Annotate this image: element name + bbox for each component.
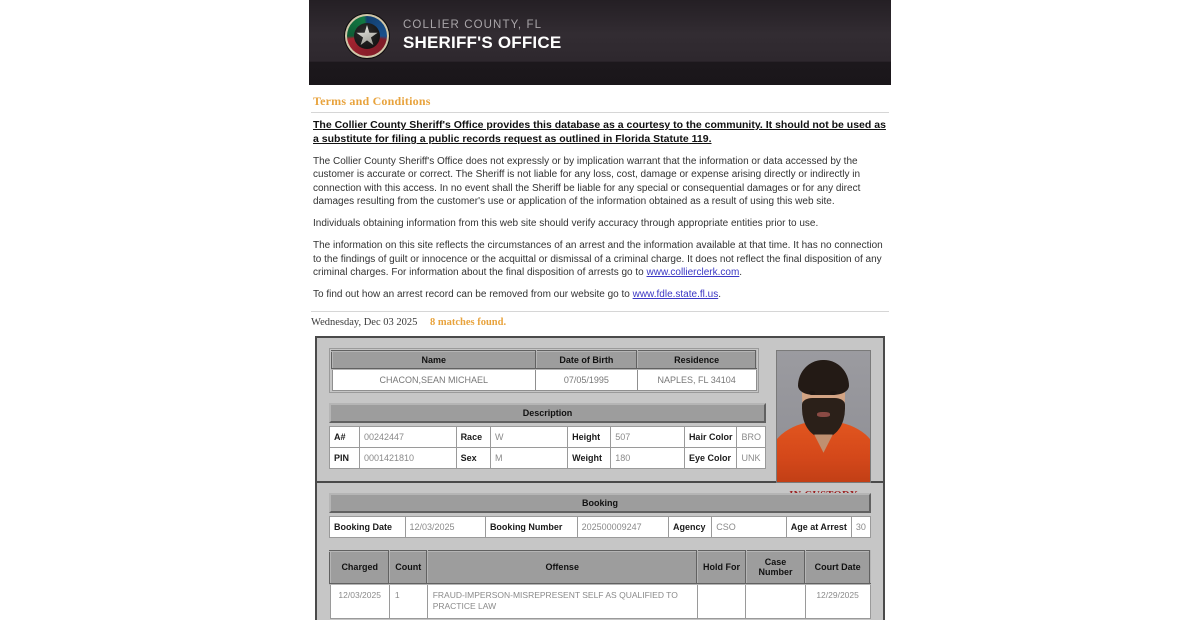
cell-hold-for — [697, 584, 746, 618]
value-eye-color: UNK — [737, 447, 766, 468]
label-booking-date: Booking Date — [330, 516, 406, 537]
booking-title: Booking — [329, 493, 871, 513]
label-agency: Agency — [669, 516, 712, 537]
label-height: Height — [568, 426, 611, 447]
label-booking-number: Booking Number — [485, 516, 577, 537]
column-header-dob: Date of Birth — [536, 351, 638, 369]
column-header-court-date: Court Date — [805, 551, 870, 585]
terms-lead-statement: The Collier County Sheriff's Office provides this database as a courtesy to the community. It should not be used as a substitute for filing a public records request as outlined in Florida Statute 119. — [313, 119, 886, 145]
site-title-block — [403, 19, 561, 52]
mugshot-block — [776, 350, 871, 501]
terms-paragraph-4 — [313, 288, 887, 301]
description-table — [329, 403, 766, 469]
fdle-link[interactable]: www.fdle.state.fl.us — [632, 289, 719, 301]
terms-paragraph-3 — [313, 239, 887, 279]
value-hair-color: BRO — [737, 426, 766, 447]
label-age-at-arrest: Age at Arrest — [786, 516, 851, 537]
value-booking-number: 202500009247 — [577, 516, 668, 537]
terms-paragraph-2: Individuals obtaining information from this web site should verify accuracy through appropriate entities prior to use. — [313, 218, 819, 230]
value-booking-date: 12/03/2025 — [405, 516, 485, 537]
terms-and-conditions-section — [309, 94, 891, 302]
value-name: CHACON,SEAN MICHAEL — [332, 369, 536, 391]
results-summary-bar — [311, 311, 889, 328]
collierclerk-link[interactable]: www.collierclerk.com — [646, 266, 740, 278]
table-header-row — [330, 551, 870, 585]
terms-heading: Terms and Conditions — [313, 94, 431, 108]
divider — [311, 112, 889, 113]
county-label: COLLIER COUNTY, FL — [403, 19, 543, 32]
site-header-banner — [309, 0, 891, 85]
table-row — [330, 516, 871, 537]
terms-paragraph-3-end: . — [739, 266, 743, 278]
value-sex: M — [491, 447, 568, 468]
table-row — [330, 584, 870, 618]
charges-table — [329, 550, 871, 619]
description-title: Description — [329, 403, 766, 423]
terms-paragraph-3-text: The information on this site reflects the circumstances of an arrest and the information available at that time. It has no connection to the findings of guilt or innocence or the acquittal or dismissal of a criminal charge. It does not reflect the final disposition of any criminal charges. For information about the final disposition of arrests go to — [313, 240, 883, 278]
cell-court-date: 12/29/2025 — [805, 584, 870, 618]
cell-offense: FRAUD-IMPERSON-MISREPRESENT SELF AS QUALIFIED TO PRACTICE LAW — [427, 584, 697, 618]
cell-charged: 12/03/2025 — [330, 584, 389, 618]
column-header-hold-for: Hold For — [697, 551, 746, 585]
office-label: SHERIFF'S OFFICE — [403, 32, 562, 52]
cell-case-number — [746, 584, 805, 618]
value-weight: 180 — [611, 447, 685, 468]
arrest-record-card — [315, 336, 885, 620]
table-row — [330, 426, 766, 447]
column-header-residence: Residence — [637, 351, 756, 369]
value-dob: 07/05/1995 — [536, 369, 638, 391]
page-content — [309, 0, 891, 620]
label-race: Race — [456, 426, 490, 447]
label-sex: Sex — [456, 447, 490, 468]
identity-table — [329, 348, 759, 393]
booking-table — [329, 493, 871, 538]
label-pin: PIN — [330, 447, 360, 468]
record-identity-section — [317, 338, 883, 483]
value-agency: CSO — [712, 516, 787, 537]
current-date: Wednesday, Dec 03 2025 — [311, 316, 418, 328]
column-header-count: Count — [389, 551, 427, 585]
label-weight: Weight — [568, 447, 611, 468]
column-header-name: Name — [332, 351, 536, 369]
column-header-offense: Offense — [427, 551, 697, 585]
mugshot-photo — [776, 350, 871, 483]
match-count: 8 matches found. — [429, 316, 507, 328]
table-row — [332, 369, 756, 391]
column-header-case-number: Case Number — [746, 551, 805, 585]
terms-paragraph-4-end: . — [718, 289, 721, 301]
label-hair-color: Hair Color — [684, 426, 737, 447]
value-age-at-arrest: 30 — [851, 516, 870, 537]
value-anumber: 00242447 — [359, 426, 456, 447]
sheriff-badge-icon — [345, 14, 389, 58]
value-residence: NAPLES, FL 34104 — [637, 369, 756, 391]
label-eye-color: Eye Color — [684, 447, 737, 468]
value-pin: 0001421810 — [359, 447, 456, 468]
value-race: W — [491, 426, 568, 447]
value-height: 507 — [611, 426, 685, 447]
column-header-charged: Charged — [330, 551, 389, 585]
table-row — [330, 447, 766, 468]
cell-count: 1 — [389, 584, 427, 618]
record-booking-section — [317, 483, 883, 620]
terms-paragraph-1: The Collier County Sheriff's Office does not expressly or by implication warrant that the information or data accessed by the customer is accurate or correct. The Sheriff is not liable for any loss, cost, damage or expense arising directly or indirectly in connection with this access. In no event shall the Sheriff be liable for any special or consequential damages or for any direct damages resulting from the customer's use or application of the information obtained as a result of using this web site. — [313, 155, 861, 207]
table-header-row — [332, 351, 756, 369]
label-anumber: A# — [330, 426, 360, 447]
terms-paragraph-4-text: To find out how an arrest record can be removed from our website go to — [313, 289, 633, 301]
